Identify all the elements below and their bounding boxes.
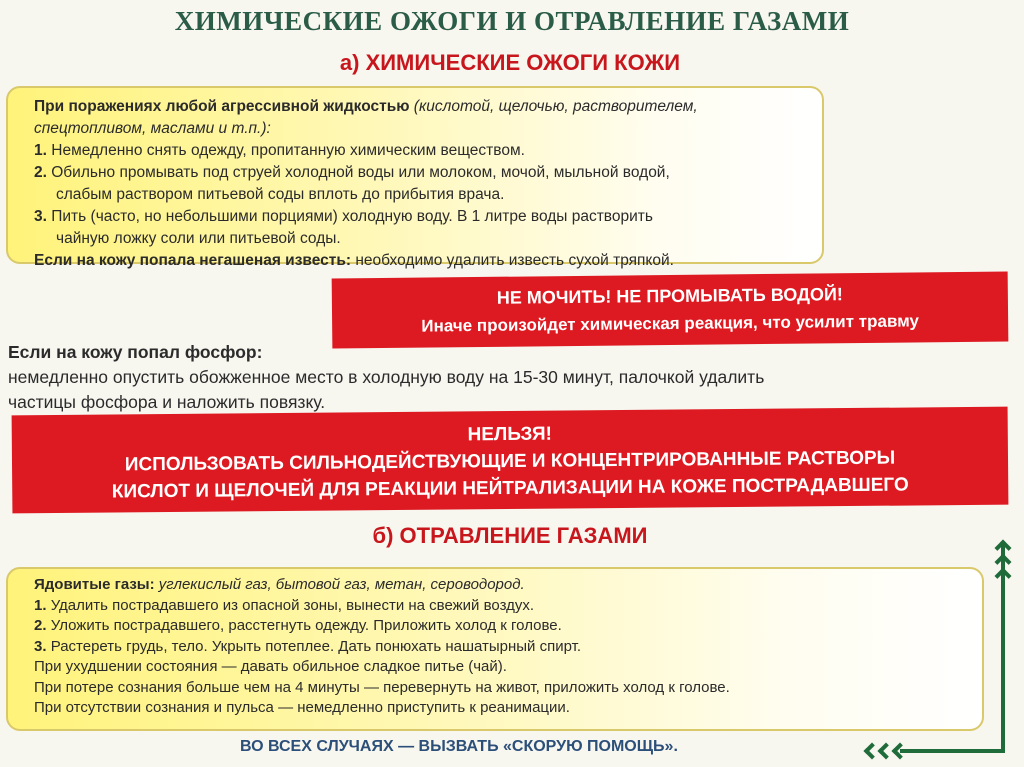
list-item: 1. Немедленно снять одежду, пропитанную химическим веществом. <box>34 142 525 159</box>
lime-line: Если на кожу попала негашеная известь: необходимо удалить известь сухой тряпкой. <box>34 252 674 269</box>
intro-bold: При поражениях любой агрессивной жидкостью <box>34 98 410 115</box>
warning-line: КИСЛОТ И ЩЕЛОЧЕЙ ДЛЯ РЕАКЦИИ НЕЙТРАЛИЗАЦИИ НА КОЖЕ ПОСТРАДАВШЕГО <box>111 474 909 503</box>
list-item: 3. Пить (часто, но небольшими порциями) холодную воду. В 1 литре воды растворить <box>34 208 653 225</box>
warning-line: НЕЛЬЗЯ! <box>467 423 553 446</box>
section-a-heading: а) ХИМИЧЕСКИЕ ОЖОГИ КОЖИ <box>339 50 681 75</box>
phosphor-text: частицы фосфора и наложить повязку. <box>8 392 326 412</box>
list-item-continuation: слабым раствором питьевой соды вплоть до прибытия врача. <box>56 186 505 203</box>
warning-line: НЕ МОЧИТЬ! НЕ ПРОМЫВАТЬ ВОДОЙ! <box>496 284 843 308</box>
list-item: 2. Обильно промывать под струей холодной воды или молоком, мочой, мыльной водой, <box>34 164 670 181</box>
chemical-burns-panel <box>6 86 824 269</box>
warning-line: Иначе произойдет химическая реакция, что усилит травму <box>421 311 920 336</box>
warning-line: ИСПОЛЬЗОВАТЬ СИЛЬНОДЕЙСТВУЮЩИЕ И КОНЦЕНТРИРОВАННЫЕ РАСТВОРЫ <box>124 447 896 476</box>
note-line: При потере сознания больше чем на 4 минуты — перевернуть на живот, приложить холод к голове. <box>34 678 730 696</box>
note-line: При отсутствии сознания и пульса — немедленно приступить к реанимации. <box>34 699 570 716</box>
arrow-up-icon <box>995 568 1012 585</box>
warning-banner-water <box>332 271 1009 348</box>
gas-poisoning-panel <box>6 567 984 731</box>
page-title: ХИМИЧЕСКИЕ ОЖОГИ И ОТРАВЛЕНИЕ ГАЗАМИ <box>174 6 850 36</box>
phosphor-heading: Если на кожу попал фосфор: <box>8 342 263 362</box>
list-item: 3. Растереть грудь, тело. Укрыть потеплее. Дать понюхать нашатырный спирт. <box>34 637 581 655</box>
intro-line <box>34 96 808 140</box>
list-item: 2. Уложить пострадавшего, расстегнуть одежду. Приложить холод к голове. <box>34 617 562 634</box>
phosphor-text: немедленно опустить обожженное место в холодную воду на 15-30 минут, палочкой удалить <box>8 367 765 387</box>
intro-italic: (кислотой, щелочью, растворителем, спецтопливом, маслами и т.п.): <box>34 98 698 137</box>
warning-banner-forbidden <box>12 407 1009 514</box>
intro-line: Ядовитые газы: углекислый газ, бытовой газ, метан, сероводород. <box>34 576 525 593</box>
arrow-left-icon <box>892 743 909 760</box>
arrow-horizontal-line <box>900 749 1005 753</box>
phosphor-section <box>8 340 1008 415</box>
list-item-continuation: чайную ложку соли или питьевой соды. <box>56 230 341 247</box>
final-note: ВО ВСЕХ СЛУЧАЯХ — ВЫЗВАТЬ «СКОРУЮ ПОМОЩЬ». <box>240 738 678 755</box>
note-line: При ухудшении состояния — давать обильное сладкое питье (чай). <box>34 658 507 675</box>
list-item: 1. Удалить пострадавшего из опасной зоны, вынести на свежий воздух. <box>34 596 535 614</box>
section-b-heading: б) ОТРАВЛЕНИЕ ГАЗАМИ <box>372 523 648 548</box>
